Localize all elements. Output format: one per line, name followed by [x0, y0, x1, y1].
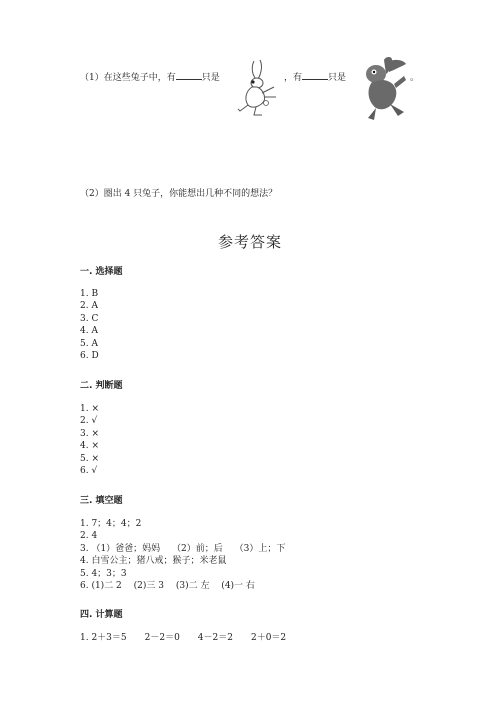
question-2: （2）圈出 4 只兔子，你能想出几种不同的想法？	[80, 189, 278, 199]
q1-prefix: （1）在这些兔子中，有	[80, 73, 176, 83]
q1-mid3: 只是	[328, 73, 347, 83]
answer-line: 6. (1)二 2 (2)三 3 (3)二 左 (4)一 右	[80, 581, 255, 592]
q1-blank-2[interactable]	[302, 71, 328, 80]
q1-rest	[284, 70, 346, 83]
answer-line: 1. B	[80, 289, 99, 299]
section-judge-lines	[80, 403, 99, 477]
q1-end: 。	[410, 73, 420, 83]
answer-line: 5. ×	[80, 453, 99, 464]
section-choice-lines	[80, 288, 99, 362]
q1-mid2: ，有	[284, 73, 303, 83]
answer-line: 6. D	[80, 351, 99, 362]
answer-line: 2. √	[80, 416, 98, 427]
answer-line: 5. 4；3；3	[80, 568, 127, 579]
rabbit-gray-icon	[362, 54, 410, 124]
answer-line: 3. ×	[80, 428, 99, 439]
answer-line: 1. 2＋3＝5 2－2＝0 4－2＝2 2＋0＝2	[80, 633, 287, 643]
rabbit-white-icon	[236, 57, 282, 119]
answer-line: 6. √	[80, 466, 98, 477]
answer-line: 2. A	[80, 301, 98, 312]
answer-line: 3. （1）爸爸；妈妈 （2）前；后 （3）上；下	[80, 543, 286, 554]
question-1	[80, 70, 220, 83]
q1-mid1: 只是	[201, 73, 220, 83]
q1-blank-1[interactable]	[176, 71, 202, 80]
answer-line: 4. A	[80, 326, 98, 337]
answer-line: 3. C	[80, 313, 99, 324]
answer-line: 1. 7；4；4；2	[80, 519, 142, 529]
answer-line: 4. 白雪公主；猪八戒；猴子；米老鼠	[80, 556, 227, 567]
section-heading-calc: 四. 计算题	[80, 610, 123, 620]
answer-line: 1. ×	[80, 404, 99, 414]
answer-line: 5. A	[80, 338, 98, 349]
section-heading-fill: 三. 填空题	[80, 496, 123, 506]
section-heading-choice: 一. 选择题	[80, 267, 123, 277]
answer-title: 参考答案	[217, 233, 282, 251]
section-calc-lines	[80, 632, 286, 644]
answer-line: 4. ×	[80, 441, 99, 452]
section-heading-judge: 二. 判断题	[80, 381, 123, 391]
answer-line: 2. 4	[80, 531, 98, 542]
section-fill-lines	[80, 518, 285, 592]
